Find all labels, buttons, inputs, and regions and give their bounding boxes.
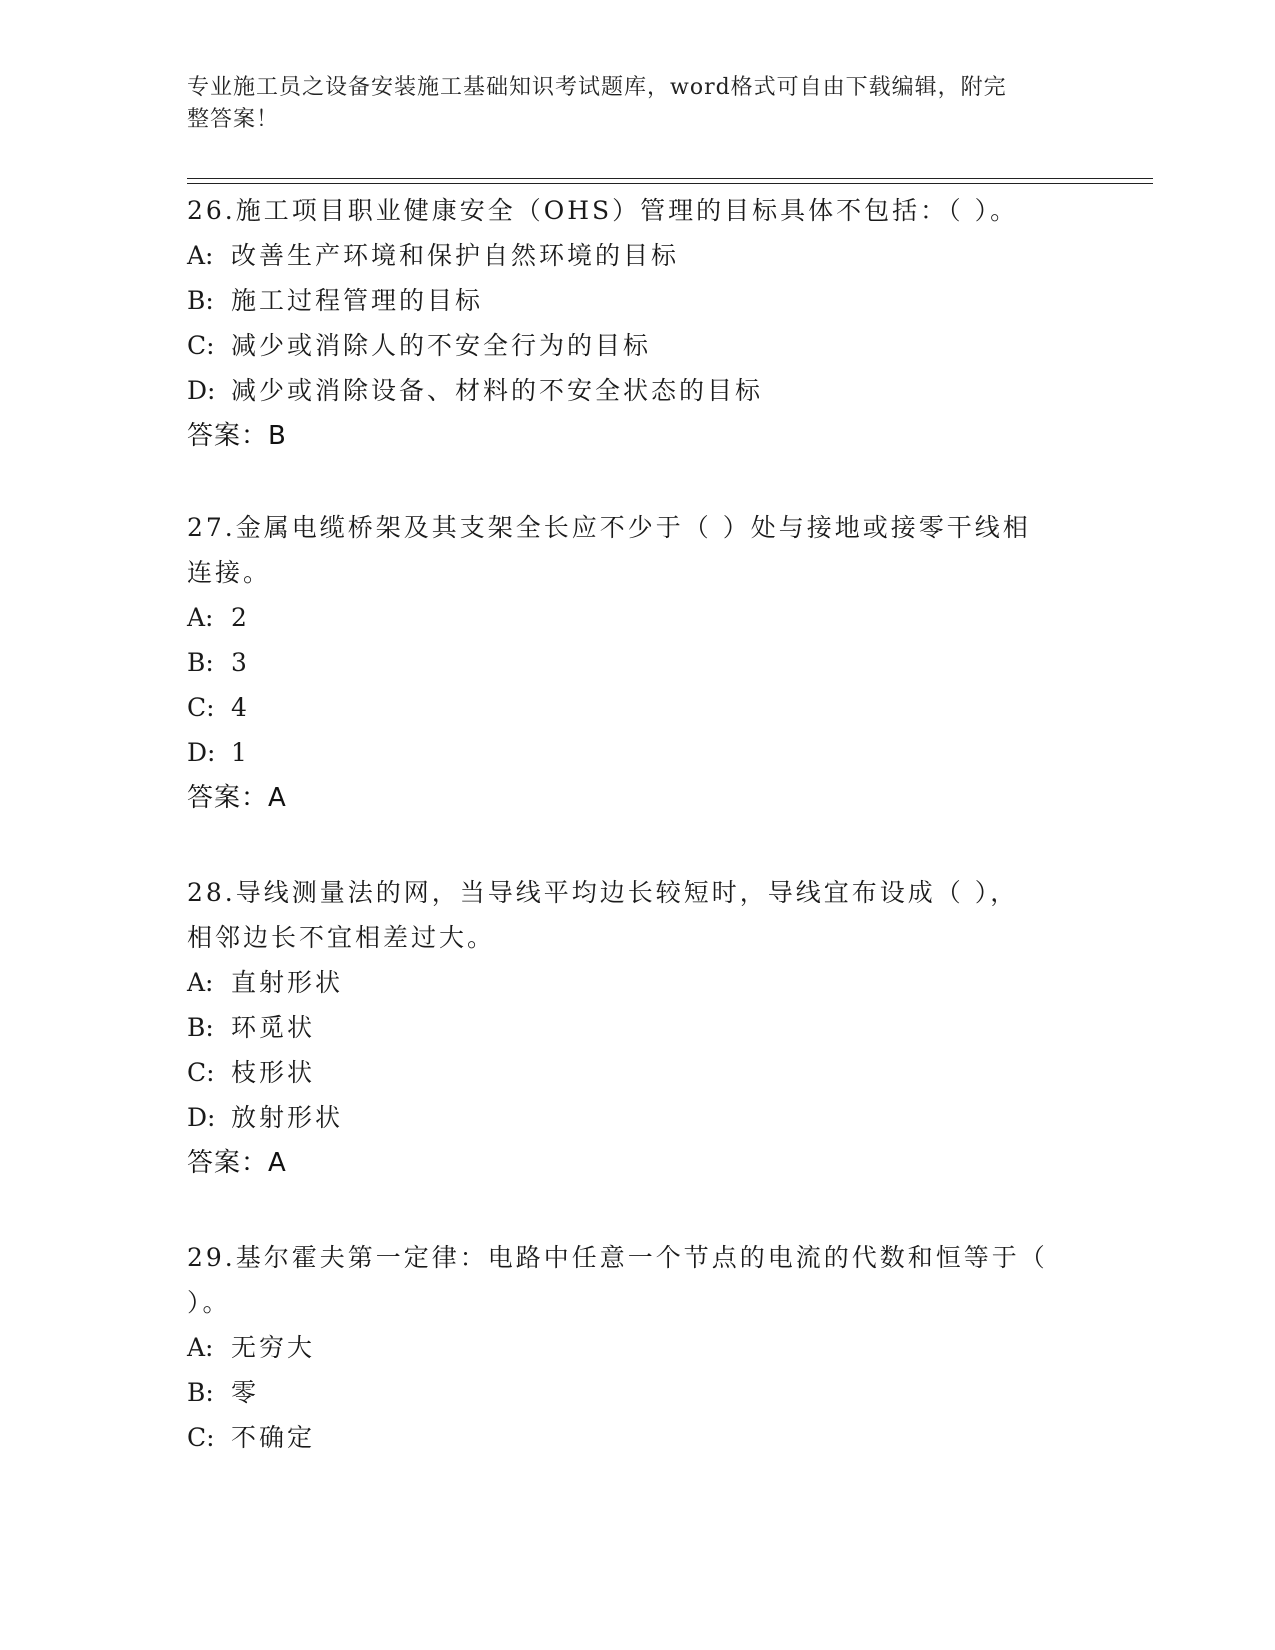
option-key: B:: [187, 648, 214, 677]
option-text: 直射形状: [231, 968, 344, 997]
option-c: [187, 1415, 1067, 1460]
option-d: [187, 730, 1067, 775]
question-stem: 27.金属电缆桥架及其支架全长应不少于（ ）处与接地或接零干线相: [187, 513, 1031, 542]
option-b: [187, 278, 1067, 323]
option-b: [187, 1005, 1067, 1050]
header-title-line-2: 整答案！: [187, 107, 280, 132]
option-a: [187, 1325, 1067, 1370]
option-key: A:: [187, 1333, 214, 1362]
answer-text: 答案：A: [187, 783, 287, 813]
option-text: 放射形状: [231, 1103, 344, 1132]
option-a: [187, 233, 1067, 278]
option-text: 3: [231, 648, 250, 677]
option-c: [187, 323, 1067, 368]
option-d: [187, 1095, 1067, 1140]
option-d: [187, 368, 1067, 413]
option-text: 施工过程管理的目标: [231, 286, 484, 315]
option-c: [187, 1050, 1067, 1095]
question-stem: 28.导线测量法的网，当导线平均边长较短时，导线宜布设成（ ），: [187, 878, 1019, 907]
option-key: A:: [187, 603, 214, 632]
answer-text: 答案：B: [187, 421, 287, 451]
option-text: 无穷大: [231, 1333, 316, 1362]
question-28: [187, 870, 1067, 1186]
option-key: C:: [187, 693, 215, 722]
option-key: B:: [187, 1013, 214, 1042]
answer-text: 答案：A: [187, 1148, 287, 1178]
option-b: [187, 640, 1067, 685]
option-text: 2: [231, 603, 250, 632]
option-a: [187, 960, 1067, 1005]
option-text: 零: [231, 1378, 260, 1407]
option-b: [187, 1370, 1067, 1415]
question-26: [187, 188, 1067, 459]
option-text: 枝形状: [231, 1058, 316, 1087]
option-key: C:: [187, 331, 215, 360]
option-text: 减少或消除设备、材料的不安全状态的目标: [231, 376, 764, 405]
option-key: A:: [187, 968, 214, 997]
header-title-line-1: 专业施工员之设备安装施工基础知识考试题库，word格式可自由下载编辑，附完: [187, 75, 1007, 100]
question-stem: 29.基尔霍夫第一定律：电路中任意一个节点的电流的代数和恒等于（: [187, 1243, 1048, 1272]
option-key: A:: [187, 241, 214, 270]
option-key: D:: [187, 738, 216, 767]
question-27: [187, 505, 1067, 821]
option-key: D:: [187, 1103, 216, 1132]
option-key: B:: [187, 1378, 214, 1407]
option-key: D:: [187, 376, 216, 405]
option-text: 改善生产环境和保护自然环境的目标: [231, 241, 680, 270]
question-stem-continued: 相邻边长不宜相差过大。: [187, 923, 496, 952]
question-stem: 26.施工项目职业健康安全（OHS）管理的目标具体不包括：（ ）。: [187, 196, 1019, 225]
option-text: 1: [231, 738, 250, 767]
header-divider-bottom: [187, 183, 1153, 184]
option-text: 4: [231, 693, 250, 722]
option-c: [187, 685, 1067, 730]
document-header: [187, 72, 1067, 136]
option-key: C:: [187, 1058, 215, 1087]
header-divider-top: [187, 178, 1153, 179]
option-text: 环觅状: [231, 1013, 316, 1042]
option-a: [187, 595, 1067, 640]
option-text: 减少或消除人的不安全行为的目标: [231, 331, 652, 360]
question-stem-continued: ）。: [187, 1288, 231, 1317]
option-key: B:: [187, 286, 214, 315]
question-29: [187, 1235, 1067, 1460]
question-stem-continued: 连接。: [187, 558, 272, 587]
option-text: 不确定: [231, 1423, 316, 1452]
option-key: C:: [187, 1423, 215, 1452]
